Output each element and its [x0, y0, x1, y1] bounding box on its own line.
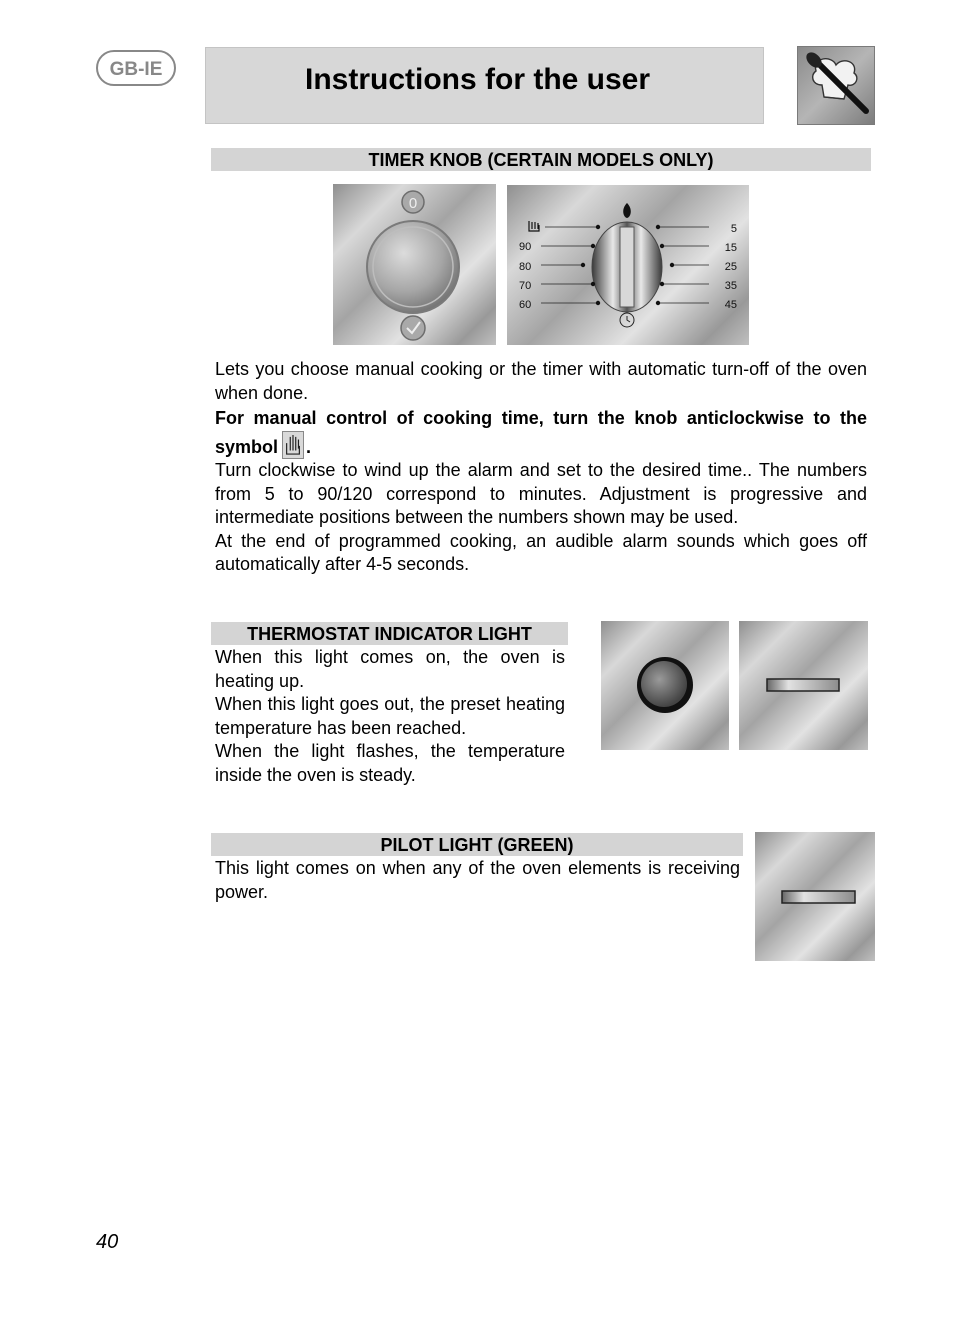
dial-label-right: 45	[724, 299, 737, 311]
timer-description	[215, 358, 867, 577]
hand-icon	[282, 431, 304, 459]
alarm-paragraph: At the end of programmed cooking, an audible alarm sounds which goes off automatically after 4-5 seconds.	[215, 530, 867, 574]
dial-label-left: 80	[519, 261, 532, 273]
manual-control-paragraph	[215, 407, 867, 459]
timer-intro-paragraph: Lets you choose manual cooking or the timer with automatic turn-off of the oven when done.	[215, 359, 867, 403]
thermostat-paragraph: When the light flashes, the temperature inside the oven is steady.	[215, 741, 565, 785]
wind-paragraph: Turn clockwise to wind up the alarm and set to the desired time.. The numbers from 5 to 90/120 correspond to minutes. Adjustment is progressive and intermediate positions between the numbers shown may be used.	[215, 460, 867, 527]
dial-label-left: 70	[519, 280, 532, 292]
dial-label-right: 25	[724, 261, 737, 273]
thermostat-section-heading: THERMOSTAT INDICATOR LIGHT	[211, 622, 568, 645]
timer-section-heading: TIMER KNOB (CERTAIN MODELS ONLY)	[211, 148, 871, 171]
region-badge: GB-IE	[96, 50, 176, 86]
dial-label-right: 15	[724, 242, 737, 254]
dial-label-left: 60	[519, 299, 532, 311]
timer-knob-image	[333, 184, 496, 345]
manual-control-text: For manual control of cooking time, turn the knob anticlockwise to the symbol	[215, 408, 867, 457]
svg-text:0: 0	[408, 195, 418, 212]
page-number: 40	[96, 1231, 119, 1253]
thermostat-round-light-image	[601, 621, 729, 750]
thermostat-bar-light-image	[739, 621, 868, 750]
pilot-light-image	[755, 832, 875, 961]
flame-icon	[623, 203, 631, 218]
hand-icon	[529, 221, 539, 231]
clock-icon	[620, 313, 634, 327]
pilot-description	[215, 857, 740, 904]
dial-label-right: 35	[724, 280, 737, 292]
dial-label-right: 5	[730, 223, 737, 235]
dial-label-left: 90	[519, 241, 532, 253]
pilot-paragraph: This light comes on when any of the oven elements is receiving power.	[215, 858, 740, 902]
pilot-section-heading: PILOT LIGHT (GREEN)	[211, 833, 743, 856]
timer-dial-scale-image	[507, 185, 749, 345]
chef-spoon-icon	[797, 46, 875, 125]
thermostat-paragraph: When this light comes on, the oven is heating up.	[215, 647, 565, 691]
thermostat-paragraph: When this light goes out, the preset heating temperature has been reached.	[215, 694, 565, 738]
page-title: Instructions for the user	[305, 63, 651, 96]
manual-control-end: .	[306, 436, 312, 457]
thermostat-description	[215, 646, 565, 787]
